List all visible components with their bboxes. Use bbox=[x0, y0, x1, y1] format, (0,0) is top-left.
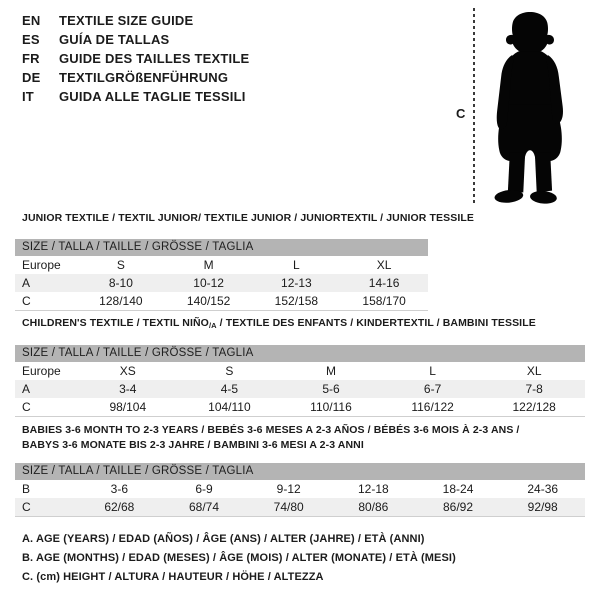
table-row bbox=[15, 498, 585, 516]
children-section-title bbox=[22, 317, 536, 330]
table-row bbox=[15, 362, 585, 380]
row-label: Europe bbox=[22, 258, 61, 272]
value-cell: 8-10 bbox=[108, 276, 133, 290]
table-row bbox=[15, 256, 428, 274]
value-cell: 5-6 bbox=[322, 382, 340, 396]
babies-title-line2: BABYS 3-6 MONATE BIS 2-3 JAHRE / BAMBINI 3-6 MESI A 2-3 ANNI bbox=[22, 439, 364, 451]
size-header-bar: SIZE / TALLA / TAILLE / GRÖSSE / TAGLIA bbox=[15, 463, 585, 480]
size-cell: XS bbox=[119, 364, 136, 378]
value-cell: 10-12 bbox=[193, 276, 224, 290]
language-code: ES bbox=[22, 32, 40, 47]
row-label: C bbox=[22, 400, 31, 414]
size-cell: L bbox=[293, 258, 300, 272]
row-label: A bbox=[22, 382, 31, 396]
size-cell: S bbox=[225, 364, 234, 378]
language-code: IT bbox=[22, 89, 34, 104]
language-row-de bbox=[22, 68, 249, 87]
row-label: Europe bbox=[22, 364, 61, 378]
language-title: GUÍA DE TALLAS bbox=[59, 32, 170, 47]
value-cell: 158/170 bbox=[362, 294, 406, 308]
language-row-it bbox=[22, 87, 249, 106]
table-row bbox=[15, 480, 585, 498]
value-cell: 7-8 bbox=[525, 382, 543, 396]
value-cell: 24-36 bbox=[527, 482, 559, 496]
value-cell: 128/140 bbox=[99, 294, 143, 308]
value-cell: 68/74 bbox=[188, 500, 220, 514]
table-row bbox=[15, 398, 585, 416]
language-code: DE bbox=[22, 70, 41, 85]
value-cell: 12-18 bbox=[358, 482, 389, 496]
value-cell: 86/92 bbox=[443, 500, 474, 514]
children-size-table bbox=[15, 345, 585, 417]
value-cell: 74/80 bbox=[273, 500, 304, 514]
value-cell: 3-4 bbox=[119, 382, 137, 396]
value-cell: 18-24 bbox=[442, 482, 474, 496]
value-cell: 4-5 bbox=[220, 382, 239, 396]
babies-size-table bbox=[15, 463, 585, 517]
value-cell: 104/110 bbox=[208, 400, 251, 414]
row-label: C bbox=[22, 500, 31, 514]
language-title: TEXTILGRÖßENFÜHRUNG bbox=[59, 70, 229, 85]
language-title: GUIDA ALLE TAGLIE TESSILI bbox=[59, 89, 246, 104]
junior-size-table bbox=[15, 239, 428, 311]
size-cell: XL bbox=[526, 364, 542, 378]
table-row bbox=[15, 274, 428, 292]
height-measure-label: C bbox=[456, 106, 466, 121]
language-title: GUIDE DES TAILLES TEXTILE bbox=[59, 51, 250, 66]
value-cell: 110/116 bbox=[310, 400, 352, 414]
value-cell: 9-12 bbox=[276, 482, 301, 496]
legend-notes bbox=[22, 530, 456, 587]
value-cell: 3-6 bbox=[110, 482, 128, 496]
value-cell: 140/152 bbox=[186, 294, 231, 308]
children-title-text: CHILDREN'S TEXTILE / TEXTIL NIÑO bbox=[22, 317, 209, 329]
table-row bbox=[15, 380, 585, 398]
row-label: A bbox=[22, 276, 31, 290]
language-title: TEXTILE SIZE GUIDE bbox=[59, 13, 194, 28]
junior-section-title: JUNIOR TEXTILE / TEXTIL JUNIOR/ TEXTILE JUNIOR / JUNIORTEXTIL / JUNIOR TESSILE bbox=[22, 212, 474, 224]
babies-title-line1: BABIES 3-6 MONTH TO 2-3 YEARS / BEBÉS 3-6 MESES A 2-3 AÑOS / BÉBÉS 3-6 MOIS À 2-3 ANS / bbox=[22, 424, 520, 436]
value-cell: 152/158 bbox=[274, 294, 319, 308]
language-code: EN bbox=[22, 13, 41, 28]
legend-note-c: C. (cm) HEIGHT / ALTURA / HAUTEUR / HÖHE / ALTEZZA bbox=[22, 571, 324, 583]
toddler-silhouette-icon bbox=[482, 6, 578, 212]
value-cell: 98/104 bbox=[109, 400, 147, 414]
value-cell: 6-7 bbox=[423, 382, 442, 396]
height-figure bbox=[448, 4, 598, 214]
height-measure-dashed-line bbox=[473, 8, 475, 206]
value-cell: 116/122 bbox=[411, 400, 454, 414]
language-row-fr bbox=[22, 49, 249, 68]
row-label: C bbox=[22, 294, 31, 308]
value-cell: 12-13 bbox=[281, 276, 312, 290]
size-cell: M bbox=[325, 364, 336, 378]
value-cell: 14-16 bbox=[368, 276, 400, 290]
language-row-en bbox=[22, 11, 249, 30]
babies-section-title bbox=[22, 423, 567, 453]
size-header-bar: SIZE / TALLA / TAILLE / GRÖSSE / TAGLIA bbox=[15, 345, 585, 362]
size-cell: L bbox=[429, 364, 436, 378]
value-cell: 6-9 bbox=[195, 482, 213, 496]
size-cell: XL bbox=[376, 258, 392, 272]
legend-note-a: A. AGE (YEARS) / EDAD (AÑOS) / ÂGE (ANS) / ALTER (JAHRE) / ETÀ (ANNI) bbox=[22, 533, 425, 545]
value-cell: 92/98 bbox=[527, 500, 558, 514]
size-header-bar: SIZE / TALLA / TAILLE / GRÖSSE / TAGLIA bbox=[15, 239, 428, 256]
size-cell: M bbox=[203, 258, 214, 272]
legend-note-b: B. AGE (MONTHS) / EDAD (MESES) / ÂGE (MOIS) / ALTER (MONATE) / ETÀ (MESI) bbox=[22, 552, 456, 564]
children-title-subscript: /A bbox=[208, 321, 217, 330]
value-cell: 80/86 bbox=[358, 500, 389, 514]
language-code: FR bbox=[22, 51, 40, 66]
row-label: B bbox=[22, 482, 31, 496]
language-row-es bbox=[22, 30, 249, 49]
value-cell: 122/128 bbox=[512, 400, 556, 414]
language-title-list bbox=[22, 11, 249, 106]
size-cell: S bbox=[116, 258, 125, 272]
children-title-text: / TEXTILE DES ENFANTS / KINDERTEXTIL / BAMBINI TESSILE bbox=[216, 317, 536, 329]
value-cell: 62/68 bbox=[104, 500, 135, 514]
table-row bbox=[15, 292, 428, 310]
